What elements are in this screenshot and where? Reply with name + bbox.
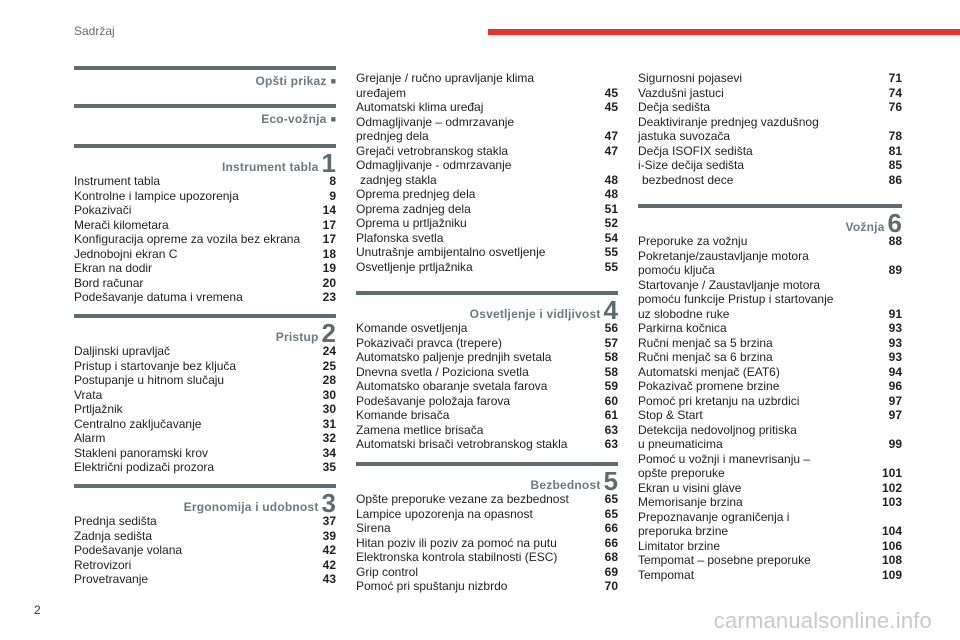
toc-entry[interactable] — [356, 423, 618, 438]
toc-entry-title: Pomoć pri spuštanju nizbrdo — [356, 579, 508, 593]
toc-entry-page: 96 — [888, 379, 902, 393]
section-number: 6 — [887, 208, 902, 238]
section-square-marker: ■ — [330, 113, 336, 124]
toc-entry-page: 63 — [604, 437, 618, 451]
toc-entry-page: 63 — [604, 422, 618, 437]
toc-entry[interactable] — [638, 292, 902, 307]
toc-entry-title: Limitator brzine — [638, 538, 721, 553]
toc-entry[interactable] — [638, 379, 902, 394]
toc-entry-page: 42 — [322, 557, 336, 572]
section-6-voznja — [638, 204, 902, 582]
toc-entry-page: 93 — [888, 335, 902, 350]
section-title[interactable]: Opšti prikaz — [255, 73, 327, 88]
toc-entry-page: 39 — [322, 528, 336, 543]
section-number: 5 — [603, 466, 618, 496]
toc-entry[interactable] — [638, 437, 902, 452]
toc-entry-page: 14 — [322, 203, 336, 217]
section-title[interactable]: Bezbednost — [530, 478, 601, 492]
toc-entry[interactable] — [638, 452, 902, 467]
section-number: 4 — [603, 295, 618, 325]
toc-entry-title: Jednobojni ekran C — [74, 246, 178, 261]
toc-entry[interactable] — [638, 423, 902, 438]
toc-entry-page: 55 — [604, 259, 618, 274]
toc-entry[interactable] — [74, 189, 336, 204]
toc-entry-title: Komande osvetljenja — [356, 321, 468, 335]
toc-entry[interactable] — [638, 336, 902, 351]
toc-entry-page: 30 — [322, 387, 336, 402]
toc-entry[interactable] — [356, 173, 618, 188]
toc-entry-page: 106 — [881, 538, 902, 553]
toc-entry-page: 104 — [881, 524, 902, 538]
toc-entry[interactable] — [638, 481, 902, 496]
toc-entry-title: prednjeg dela — [356, 129, 429, 143]
toc-entry-page: 24 — [322, 344, 336, 358]
toc-entry[interactable] — [356, 579, 618, 594]
toc-entry-title: Preporuke za vožnju — [638, 234, 748, 248]
toc-entry[interactable] — [638, 539, 902, 554]
toc-entry[interactable] — [356, 394, 618, 409]
section-rule — [74, 484, 336, 488]
entry-list — [356, 321, 618, 452]
toc-entry-title: Stakleni panoramski krov — [74, 445, 209, 460]
toc-entry-title: Prepoznavanje ograničenja i — [638, 509, 790, 524]
toc-entry[interactable] — [356, 260, 618, 275]
toc-entry-page: 56 — [604, 321, 618, 335]
entry-list — [74, 344, 336, 475]
section-eco-voznja[interactable] — [74, 104, 336, 127]
toc-entry[interactable] — [74, 417, 336, 432]
toc-entry[interactable] — [638, 394, 902, 409]
toc-entry[interactable] — [356, 202, 618, 217]
section-rule — [356, 462, 618, 466]
section-1-instrument-tabla — [74, 144, 336, 305]
toc-entry-title: Tempomat — [638, 567, 695, 582]
toc-entry-title: Konfiguracija opreme za vozila bez ekrana — [74, 232, 301, 246]
toc-entry[interactable] — [638, 495, 902, 510]
toc-entry[interactable] — [356, 437, 618, 452]
toc-entry-title: Pomoć u vožnji i manevrisanju – — [638, 451, 811, 466]
toc-entry-title: uređajem — [356, 85, 407, 100]
toc-entry[interactable] — [356, 536, 618, 551]
toc-entry-page: 58 — [604, 364, 618, 379]
toc-entry[interactable] — [356, 216, 618, 231]
toc-entry[interactable] — [356, 408, 618, 423]
toc-entry-title: Provetravanje — [74, 572, 149, 586]
toc-entry-page: 93 — [888, 321, 902, 335]
toc-entry-page: 91 — [888, 306, 902, 321]
section-header — [638, 208, 902, 238]
toc-entry-page: 85 — [888, 158, 902, 172]
toc-entry-page: 43 — [322, 572, 336, 586]
toc-entry-title: Dečja sedišta — [638, 100, 711, 114]
toc-entry-page: 97 — [888, 393, 902, 408]
toc-entry[interactable] — [356, 100, 618, 115]
toc-entry-page: 31 — [322, 416, 336, 431]
section-title[interactable]: Instrument tabla — [221, 160, 319, 174]
section-title[interactable]: Osvetljenje i vidljivost — [469, 307, 601, 321]
toc-entry-title: Retrovizori — [74, 557, 132, 572]
toc-entry[interactable] — [356, 129, 618, 144]
toc-entry[interactable] — [356, 365, 618, 380]
toc-entry-title: Hitan poziv ili poziv za pomoć na putu — [356, 535, 557, 550]
toc-entry-page: 70 — [604, 579, 618, 593]
toc-entry-page: 89 — [888, 263, 902, 277]
toc-entry[interactable] — [638, 173, 902, 188]
toc-entry-page: 97 — [888, 408, 902, 422]
toc-entry-page: 108 — [881, 553, 902, 567]
toc-entry-page: 17 — [322, 217, 336, 232]
entry-list — [356, 492, 618, 594]
toc-entry[interactable] — [356, 550, 618, 565]
section-5-continued — [638, 71, 902, 187]
toc-entry[interactable] — [74, 247, 336, 262]
toc-entry-page: 35 — [322, 460, 336, 474]
toc-entry-page: 25 — [322, 358, 336, 373]
toc-entry-title: Grejači vetrobranskog stakla — [356, 143, 509, 158]
toc-entry-page: 18 — [322, 246, 336, 261]
toc-entry-title: Centralno zaključavanje — [74, 416, 202, 431]
toc-entry-page: 103 — [881, 495, 902, 509]
entry-list — [638, 234, 902, 582]
toc-entry-title: Prtljažnik — [74, 402, 123, 416]
entry-list — [74, 514, 336, 587]
toc-entry[interactable] — [74, 261, 336, 276]
section-title[interactable]: Pristup — [275, 330, 319, 344]
toc-entry[interactable] — [356, 379, 618, 394]
toc-entry-page: 102 — [881, 480, 902, 495]
toc-entry[interactable] — [356, 144, 618, 159]
section-header — [74, 488, 336, 518]
toc-entry-title: Komande brisača — [356, 408, 450, 422]
toc-entry[interactable] — [74, 174, 336, 189]
section-rule — [356, 291, 618, 295]
toc-entry-title: Memorisanje brzina — [638, 495, 743, 509]
toc-entry-title: Automatski menjač (EAT6) — [638, 364, 780, 379]
section-opsti-prikaz[interactable] — [74, 66, 336, 89]
toc-entry[interactable] — [638, 365, 902, 380]
toc-entry-title: Daljinski upravljač — [74, 344, 171, 358]
toc-entry-title: Deaktiviranje prednjeg vazdušnog — [638, 114, 819, 129]
running-head: Sadržaj — [74, 24, 115, 38]
toc-entry[interactable] — [74, 460, 336, 475]
toc-entry-title: Automatski klima uređaj — [356, 100, 484, 114]
toc-entry[interactable] — [356, 187, 618, 202]
toc-entry[interactable] — [638, 158, 902, 173]
toc-entry-page: 74 — [888, 85, 902, 100]
toc-entry[interactable] — [356, 71, 618, 86]
toc-entry[interactable] — [638, 466, 902, 481]
toc-entry[interactable] — [638, 350, 902, 365]
toc-entry-page: 32 — [322, 431, 336, 445]
toc-entry[interactable] — [74, 402, 336, 417]
toc-entry[interactable] — [638, 249, 902, 264]
toc-entry[interactable] — [74, 543, 336, 558]
toc-entry-title: Automatsko paljenje prednjih svetala — [356, 350, 552, 364]
toc-entry-title: Dečja ISOFIX sedišta — [638, 143, 753, 158]
toc-entry-title: Pristup i startovanje bez ključa — [74, 358, 237, 373]
toc-entry-page: 42 — [322, 543, 336, 557]
toc-entry-title: Alarm — [74, 431, 106, 445]
section-rule — [74, 314, 336, 318]
toc-entry[interactable] — [638, 129, 902, 144]
section-title[interactable]: Ergonomija i udobnost — [183, 500, 319, 514]
toc-entry[interactable] — [74, 572, 336, 587]
toc-entry-title: Ekran u visini glave — [638, 480, 742, 495]
toc-entry-title: Unutrašnje ambijentalno osvetljenje — [356, 245, 546, 259]
toc-entry-page: 65 — [604, 492, 618, 506]
toc-entry-title: Postupanje u hitnom slučaju — [74, 373, 225, 387]
toc-entry[interactable] — [356, 565, 618, 580]
toc-entry-page: 48 — [604, 187, 618, 201]
toc-entry-page: 23 — [322, 290, 336, 304]
toc-entry[interactable] — [74, 558, 336, 573]
toc-entry-page: 45 — [604, 85, 618, 100]
toc-entry[interactable] — [74, 373, 336, 388]
toc-entry-page: 57 — [604, 335, 618, 350]
toc-entry[interactable] — [356, 507, 618, 522]
toc-entry-page: 71 — [888, 71, 902, 85]
toc-entry[interactable] — [74, 446, 336, 461]
toc-entry[interactable] — [638, 115, 902, 130]
toc-entry[interactable] — [638, 553, 902, 568]
toc-entry[interactable] — [356, 321, 618, 336]
toc-entry-title: u pneumaticima — [638, 437, 723, 451]
toc-entry-page: 48 — [604, 172, 618, 187]
toc-entry-title: Opšte preporuke vezane za bezbednost — [356, 492, 569, 506]
toc-entry[interactable] — [74, 344, 336, 359]
toc-entry-title: Plafonska svetla — [356, 230, 444, 245]
toc-entry-title: Oprema zadnjeg dela — [356, 201, 471, 216]
toc-entry-title: Pokretanje/zaustavljanje motora — [638, 248, 809, 263]
toc-entry-page: 54 — [604, 230, 618, 245]
toc-entry[interactable] — [638, 263, 902, 278]
section-rule — [638, 204, 902, 208]
toc-entry-title: Zamena metlice brisača — [356, 422, 484, 437]
toc-entry-title: Automatski brisači vetrobranskog stakla — [356, 437, 568, 451]
toc-entry-title: Odmagljivanje - odmrzavanje — [356, 158, 512, 172]
toc-entry-page: 34 — [322, 445, 336, 460]
toc-entry-title: Podešavanje položaja farova — [356, 393, 511, 408]
section-number: 1 — [321, 148, 336, 178]
toc-entry[interactable] — [74, 359, 336, 374]
toc-entry-title: Ekran na dodir — [74, 261, 153, 275]
toc-entry-page: 65 — [604, 506, 618, 521]
toc-entry[interactable] — [356, 86, 618, 101]
toc-entry-page: 37 — [322, 514, 336, 528]
toc-entry-page: 101 — [881, 466, 902, 480]
toc-entry-page: 94 — [888, 364, 902, 379]
toc-entry-page: 51 — [604, 201, 618, 216]
section-title[interactable]: Eco-vožnja — [261, 111, 327, 126]
toc-entry[interactable] — [74, 431, 336, 446]
toc-entry[interactable] — [356, 521, 618, 536]
toc-entry-title: Merači kilometara — [74, 217, 169, 232]
toc-entry-title: Pokazivač promene brzine — [638, 379, 780, 393]
toc-entry-title: i-Size dečija sedišta — [638, 158, 745, 172]
toc-entry[interactable] — [74, 529, 336, 544]
toc-entry-page: 93 — [888, 350, 902, 364]
toc-entry-title: Stop & Start — [638, 408, 703, 422]
toc-entry-title: Vrata — [74, 387, 103, 402]
toc-entry-title: Ručni menjač sa 5 brzina — [638, 335, 773, 350]
toc-entry-page: 99 — [888, 437, 902, 451]
toc-entry-title: Lampice upozorenja na opasnost — [356, 506, 533, 521]
toc-entry-title: Pokazivači pravca (trepere) — [356, 335, 503, 350]
toc-entry[interactable] — [638, 408, 902, 423]
toc-entry[interactable] — [74, 232, 336, 247]
toc-entry[interactable] — [638, 524, 902, 539]
section-square-marker: ■ — [330, 75, 336, 86]
toc-entry-title: Kontrolne i lampice upozorenja — [74, 188, 239, 203]
toc-entry-title: Elektronska kontrola stabilnosti (ESC) — [356, 550, 558, 564]
toc-entry-page: 55 — [604, 245, 618, 259]
toc-entry-page: 47 — [604, 143, 618, 158]
toc-entry-title: Startovanje / Zaustavljanje motora — [638, 277, 821, 292]
toc-entry-page: 61 — [604, 408, 618, 422]
section-3-continued — [356, 71, 618, 274]
section-number: 2 — [321, 318, 336, 348]
toc-entry-title: pomoću funkcije Pristup i startovanje — [638, 292, 834, 306]
toc-entry-title: Detekcija nedovoljnog pritiska — [638, 422, 797, 437]
header-accent-bar — [488, 29, 960, 35]
toc-entry-title: Oprema u prtljažniku — [356, 216, 467, 230]
toc-entry[interactable] — [74, 203, 336, 218]
entry-list — [74, 174, 336, 305]
toc-entry-title: Odmagljivanje – odmrzavanje — [356, 114, 515, 129]
toc-entry-page: 30 — [322, 402, 336, 416]
toc-entry-page: 78 — [888, 129, 902, 143]
toc-entry-page: 58 — [604, 350, 618, 364]
toc-entry-title: Tempomat – posebne preporuke — [638, 553, 811, 567]
toc-entry[interactable] — [638, 568, 902, 583]
toc-entry-title: Ručni menjač sa 6 brzina — [638, 350, 773, 364]
toc-entry-page: 109 — [881, 567, 902, 582]
toc-entry-page: 81 — [888, 143, 902, 158]
toc-entry[interactable] — [638, 234, 902, 249]
toc-entry[interactable] — [638, 100, 902, 115]
toc-entry-page: 88 — [888, 234, 902, 248]
section-2-pristup — [74, 314, 336, 475]
toc-entry-title: Sirena — [356, 521, 391, 535]
section-header — [74, 318, 336, 348]
entry-list — [356, 71, 618, 274]
toc-entry-title: Pomoć pri kretanju na uzbrdici — [638, 393, 800, 408]
section-header — [74, 72, 336, 89]
toc-entry-title: Podešavanje volana — [74, 543, 183, 557]
toc-entry-title: bezbednost dece — [642, 172, 734, 187]
toc-entry-title: Osvetljenje prtljažnika — [356, 259, 473, 274]
toc-entry-page: 9 — [329, 188, 336, 203]
toc-entry-title: Dnevna svetla / Poziciona svetla — [356, 364, 529, 379]
toc-entry[interactable] — [74, 514, 336, 529]
section-title[interactable]: Vožnja — [845, 220, 885, 234]
toc-entry-page: 60 — [604, 393, 618, 408]
toc-entry-page: 76 — [888, 100, 902, 114]
toc-entry-page: 45 — [604, 100, 618, 114]
toc-entry-page: 20 — [322, 275, 336, 290]
toc-entry[interactable] — [356, 245, 618, 260]
toc-entry-page: 47 — [604, 129, 618, 143]
section-rule — [74, 104, 336, 108]
toc-entry-title: Instrument tabla — [74, 174, 161, 188]
toc-entry-page: 19 — [322, 261, 336, 275]
toc-entry-title: Grejanje / ručno upravljanje klima — [356, 71, 535, 85]
toc-entry-page: 86 — [888, 172, 902, 187]
toc-entry[interactable] — [638, 510, 902, 525]
section-header — [356, 466, 618, 496]
toc-entry-title: Sigurnosni pojasevi — [638, 71, 743, 85]
section-4-osvetljenje — [356, 291, 618, 452]
toc-entry-title: Parkirna kočnica — [638, 321, 727, 335]
toc-entry-page: 28 — [322, 373, 336, 387]
toc-entry[interactable] — [638, 86, 902, 101]
toc-entry-title: Vazdušni jastuci — [638, 85, 724, 100]
toc-entry[interactable] — [356, 336, 618, 351]
toc-entry-title: Bord računar — [74, 275, 144, 290]
toc-entry[interactable] — [74, 276, 336, 291]
toc-entry-title: Električni podizači prozora — [74, 460, 215, 474]
toc-entry-title: Podešavanje datuma i vremena — [74, 290, 243, 304]
toc-entry[interactable] — [74, 290, 336, 305]
toc-entry[interactable] — [356, 158, 618, 173]
toc-entry-title: uz slobodne ruke — [638, 306, 730, 321]
section-rule — [74, 144, 336, 148]
toc-entry-title: pomoću ključa — [638, 263, 715, 277]
toc-entry[interactable] — [74, 218, 336, 233]
toc-entry-page: 66 — [604, 535, 618, 550]
toc-entry[interactable] — [638, 321, 902, 336]
toc-entry-page: 8 — [329, 174, 336, 188]
toc-entry[interactable] — [74, 388, 336, 403]
toc-entry-title: Zadnja sedišta — [74, 528, 153, 543]
toc-entry-title: jastuka suvozača — [638, 129, 731, 143]
section-header — [74, 148, 336, 178]
toc-entry-title: preporuka brzine — [638, 524, 729, 538]
toc-entry[interactable] — [638, 278, 902, 293]
section-rule — [74, 66, 336, 70]
toc-entry-title: zadnjeg stakla — [360, 172, 437, 187]
toc-entry[interactable] — [638, 307, 902, 322]
toc-entry-title: Prednja sedišta — [74, 514, 157, 528]
toc-entry-title: Pokazivači — [74, 203, 132, 217]
toc-entry-page: 17 — [322, 232, 336, 246]
toc-entry-title: Grip control — [356, 564, 419, 579]
section-3-ergonomija — [74, 484, 336, 587]
section-header — [74, 110, 336, 127]
page-number: 2 — [34, 603, 41, 617]
watermark: carmanualsonline.info — [713, 608, 932, 633]
toc-entry[interactable] — [356, 231, 618, 246]
toc-entry-title: Oprema prednjeg dela — [356, 187, 476, 201]
entry-list — [638, 71, 902, 187]
toc-entry-page: 69 — [604, 564, 618, 579]
section-header — [356, 295, 618, 325]
toc-entry-page: 68 — [604, 550, 618, 564]
toc-entry[interactable] — [638, 144, 902, 159]
toc-entry-page: 66 — [604, 521, 618, 535]
toc-entry-page: 52 — [604, 216, 618, 230]
toc-entry-title: Automatsko obaranje svetala farova — [356, 379, 548, 393]
section-number: 3 — [321, 488, 336, 518]
toc-entry[interactable] — [356, 350, 618, 365]
toc-entry[interactable] — [356, 492, 618, 507]
toc-entry-title: opšte preporuke — [638, 466, 725, 480]
toc-entry[interactable] — [638, 71, 902, 86]
toc-entry[interactable] — [356, 115, 618, 130]
section-5-bezbednost — [356, 462, 618, 594]
toc-entry-page: 59 — [604, 379, 618, 393]
